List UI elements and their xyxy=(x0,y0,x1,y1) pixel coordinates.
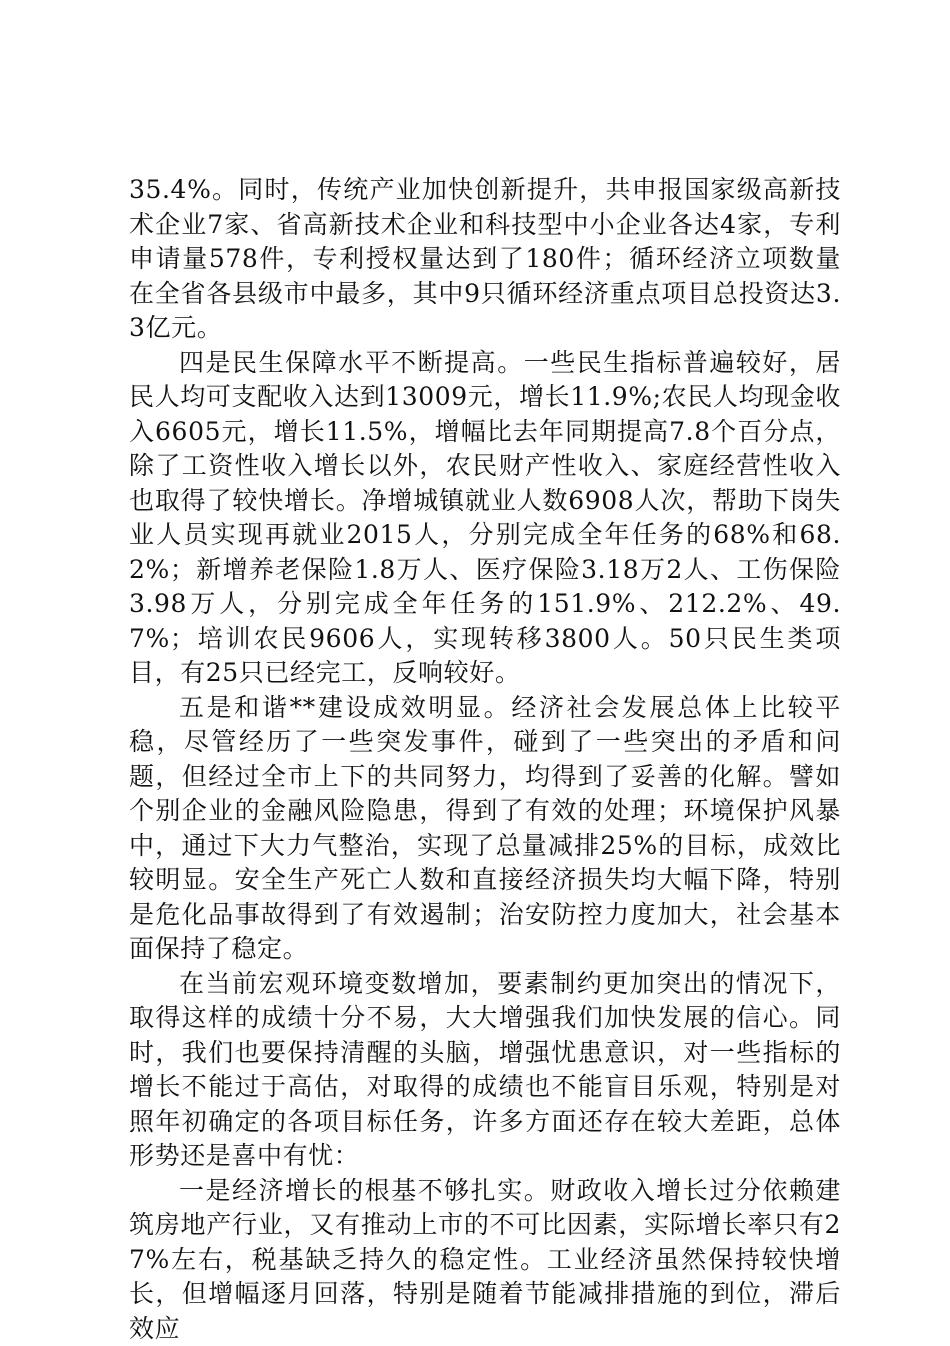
paragraph-growth-foundation: 一是经济增长的根基不够扎实。财政收入增长过分依赖建筑房地产行业，又有推动上市的不可比因素，实际增长率只有27%左右，税基缺乏持久的稳定性。工业经济虽然保持较快增长，但增幅逐月回落，特别是随着节能减排措施的到位，滞后效应 xyxy=(129,1174,841,1346)
paragraph-harmony: 五是和谐**建设成效明显。经济社会发展总体上比较平稳，尽管经历了一些突发事件，碰到了一些突出的矛盾和问题，但经过全市上下的共同努力，均得到了妥善的化解。譬如个别企业的金融风险隐患，得到了有效的处理；环境保护风暴中，通过下大力气整治，实现了总量减排25%的目标，成效比较明显。安全生产死亡人数和直接经济损失均大幅下降，特别是危化品事故得到了有效遏制；治安防控力度加大，社会基本面保持了稳定。 xyxy=(129,691,841,967)
document-body xyxy=(129,173,841,1346)
paragraph-continuation: 35.4%。同时，传统产业加快创新提升，共申报国家级高新技术企业7家、省高新技术企业和科技型中小企业各达4家，专利申请量578件，专利授权量达到了180件；循环经济立项数量在全省各县级市中最多，其中9只循环经济重点项目总投资达3.3亿元。 xyxy=(129,173,841,346)
paragraph-livelihood: 四是民生保障水平不断提高。一些民生指标普遍较好，居民人均可支配收入达到13009元，增长11.9%;农民人均现金收入6605元，增长11.5%，增幅比去年同期提高7.8个百分点，除了工资性收入增长以外，农民财产性收入、家庭经营性收入也取得了较快增长。净增城镇就业人数6908人次，帮助下岗失业人员实现再就业2015人，分别完成全年任务的68%和68.2%；新增养老保险1.8万人、医疗保险3.18万2人、工伤保险3.98万人，分别完成全年任务的151.9%、212.2%、49.7%；培训农民9606人，实现转移3800人。50只民生类项目，有25只已经完工，反响较好。 xyxy=(129,346,841,691)
paragraph-situation: 在当前宏观环境变数增加，要素制约更加突出的情况下，取得这样的成绩十分不易，大大增强我们加快发展的信心。同时，我们也要保持清醒的头脑，增强忧患意识，对一些指标的增长不能过于高估，对取得的成绩也不能盲目乐观，特别是对照年初确定的各项目标任务，许多方面还存在较大差距，总体形势还是喜中有忧： xyxy=(129,967,841,1174)
